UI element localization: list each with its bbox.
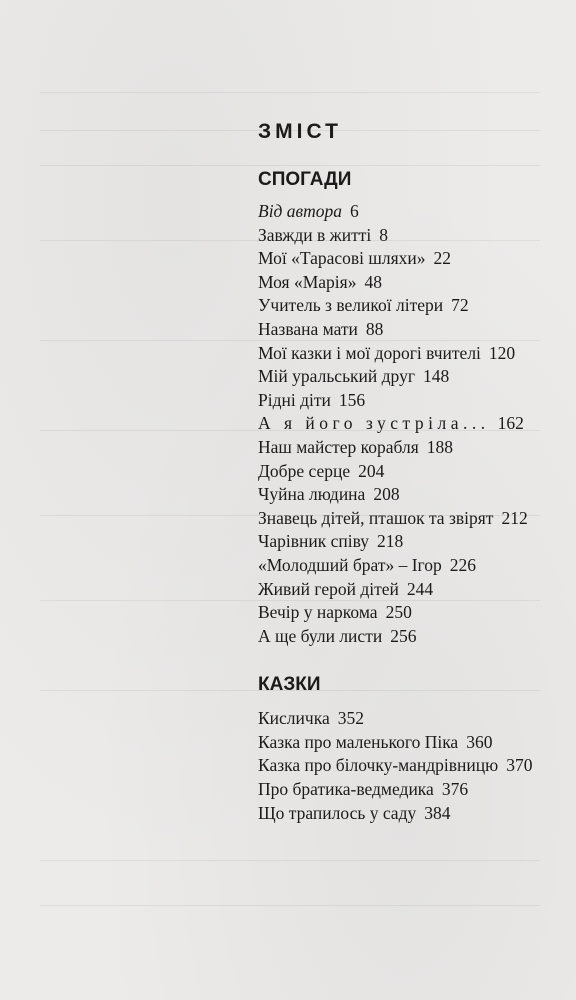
toc-entry[interactable]	[258, 460, 558, 484]
toc-entry[interactable]	[258, 625, 558, 649]
toc-entry-page: 6	[350, 201, 359, 221]
bleed-through-line	[40, 860, 540, 861]
toc-entry[interactable]	[258, 436, 558, 460]
toc-entry-title: Чарівник співу	[258, 531, 370, 552]
toc-entry-page: 212	[501, 507, 528, 528]
toc-entry[interactable]	[258, 318, 558, 342]
toc-entry-page: 120	[488, 342, 516, 363]
toc-entry-page: 48	[364, 271, 382, 292]
toc-entry-page: 218	[377, 531, 404, 552]
toc-entry[interactable]	[258, 601, 558, 625]
toc-entry-title: Знавець дітей, пташок та звірят	[258, 507, 494, 528]
toc-entry-page: 370	[506, 755, 533, 776]
toc-entry-title: Що трапилось у саду	[258, 802, 417, 823]
toc-entry-page: 22	[433, 248, 452, 269]
toc-entry-page: 360	[466, 731, 493, 752]
toc-entry-page: 376	[441, 779, 469, 800]
bleed-through-line	[40, 905, 540, 906]
toc-entry-title: Добре серце	[258, 460, 351, 481]
toc-entry-title: А ще були листи	[258, 625, 383, 646]
toc-entry[interactable]	[258, 412, 558, 436]
toc-entry[interactable]	[258, 389, 558, 413]
toc-entry-title: Від автора	[258, 201, 343, 221]
toc-entry[interactable]	[258, 271, 558, 295]
toc-entry-title: Рідні діти	[258, 389, 331, 410]
toc-entry-title: Моя «Марія»	[258, 271, 357, 292]
toc-entry-page: 188	[426, 436, 454, 457]
toc-entry-title: Мої казки і мої дорогі вчителі	[258, 342, 481, 363]
toc-entry-title: Учитель з великої літери	[258, 295, 444, 316]
toc-entry-page: 162	[497, 413, 524, 434]
toc-entry[interactable]	[258, 294, 558, 318]
toc-entry-page: 204	[358, 460, 385, 481]
toc-entry[interactable]	[258, 530, 558, 554]
toc-entry-page: 72	[451, 295, 469, 316]
toc-entry-page: 148	[423, 366, 450, 387]
toc-entry-page: 226	[449, 554, 477, 575]
section-title-tales: КАЗКИ	[258, 674, 321, 696]
toc-entry[interactable]	[258, 731, 558, 755]
toc-entry[interactable]	[258, 778, 558, 802]
toc-entry-page: 88	[365, 318, 384, 339]
toc-entry-page: 208	[373, 484, 400, 505]
toc-entry[interactable]	[258, 200, 558, 224]
toc-entry-title: Казка про білочку-мандрівницю	[258, 755, 499, 776]
toc-title: ЗМІСТ	[258, 120, 342, 143]
section-memoirs-list	[258, 200, 558, 648]
toc-entry-title: Названа мати	[258, 318, 358, 339]
section-title-memoirs: СПОГАДИ	[258, 169, 352, 190]
toc-entry-page: 8	[379, 224, 389, 245]
toc-entry-title: Кисличка	[258, 708, 330, 729]
toc-entry[interactable]	[258, 554, 558, 578]
toc-entry-page: 156	[338, 389, 366, 410]
toc-entry-page: 250	[385, 602, 412, 623]
toc-entry-title: «Молодший брат» – Ігор	[258, 554, 442, 575]
toc-entry-title: Завжди в житті	[258, 224, 372, 245]
toc-entry-page: 256	[390, 625, 417, 646]
toc-entry[interactable]	[258, 707, 558, 731]
toc-entry-page: 352	[337, 708, 364, 729]
toc-entry[interactable]	[258, 224, 558, 248]
toc-entry[interactable]	[258, 507, 558, 531]
toc-entry[interactable]	[258, 247, 558, 271]
toc-entry[interactable]	[258, 365, 558, 389]
toc-entry-title: Мій уральський друг	[258, 366, 416, 387]
toc-entry[interactable]	[258, 802, 558, 826]
toc-entry[interactable]	[258, 342, 558, 366]
toc-entry-title: Вечір у наркома	[258, 602, 378, 623]
section-tales-list	[258, 707, 558, 825]
toc-entry[interactable]	[258, 754, 558, 778]
toc-entry[interactable]	[258, 578, 558, 602]
toc-entry-title: Мої «Тарасові шляхи»	[258, 248, 426, 269]
bleed-through-line	[40, 92, 540, 93]
toc-entry-title: Казка про маленького Піка	[258, 731, 459, 752]
toc-entry[interactable]	[258, 483, 558, 507]
table-of-contents	[258, 118, 558, 825]
toc-entry-title: А я його зустріла...	[258, 413, 490, 434]
toc-entry-page: 384	[424, 802, 451, 823]
toc-entry-title: Живий герой дітей	[258, 578, 399, 599]
toc-entry-title: Наш майстер корабля	[258, 436, 419, 457]
toc-entry-title: Чуйна людина	[258, 484, 366, 505]
toc-entry-page: 244	[406, 578, 434, 599]
toc-entry-title: Про братика-ведмедика	[258, 779, 434, 800]
